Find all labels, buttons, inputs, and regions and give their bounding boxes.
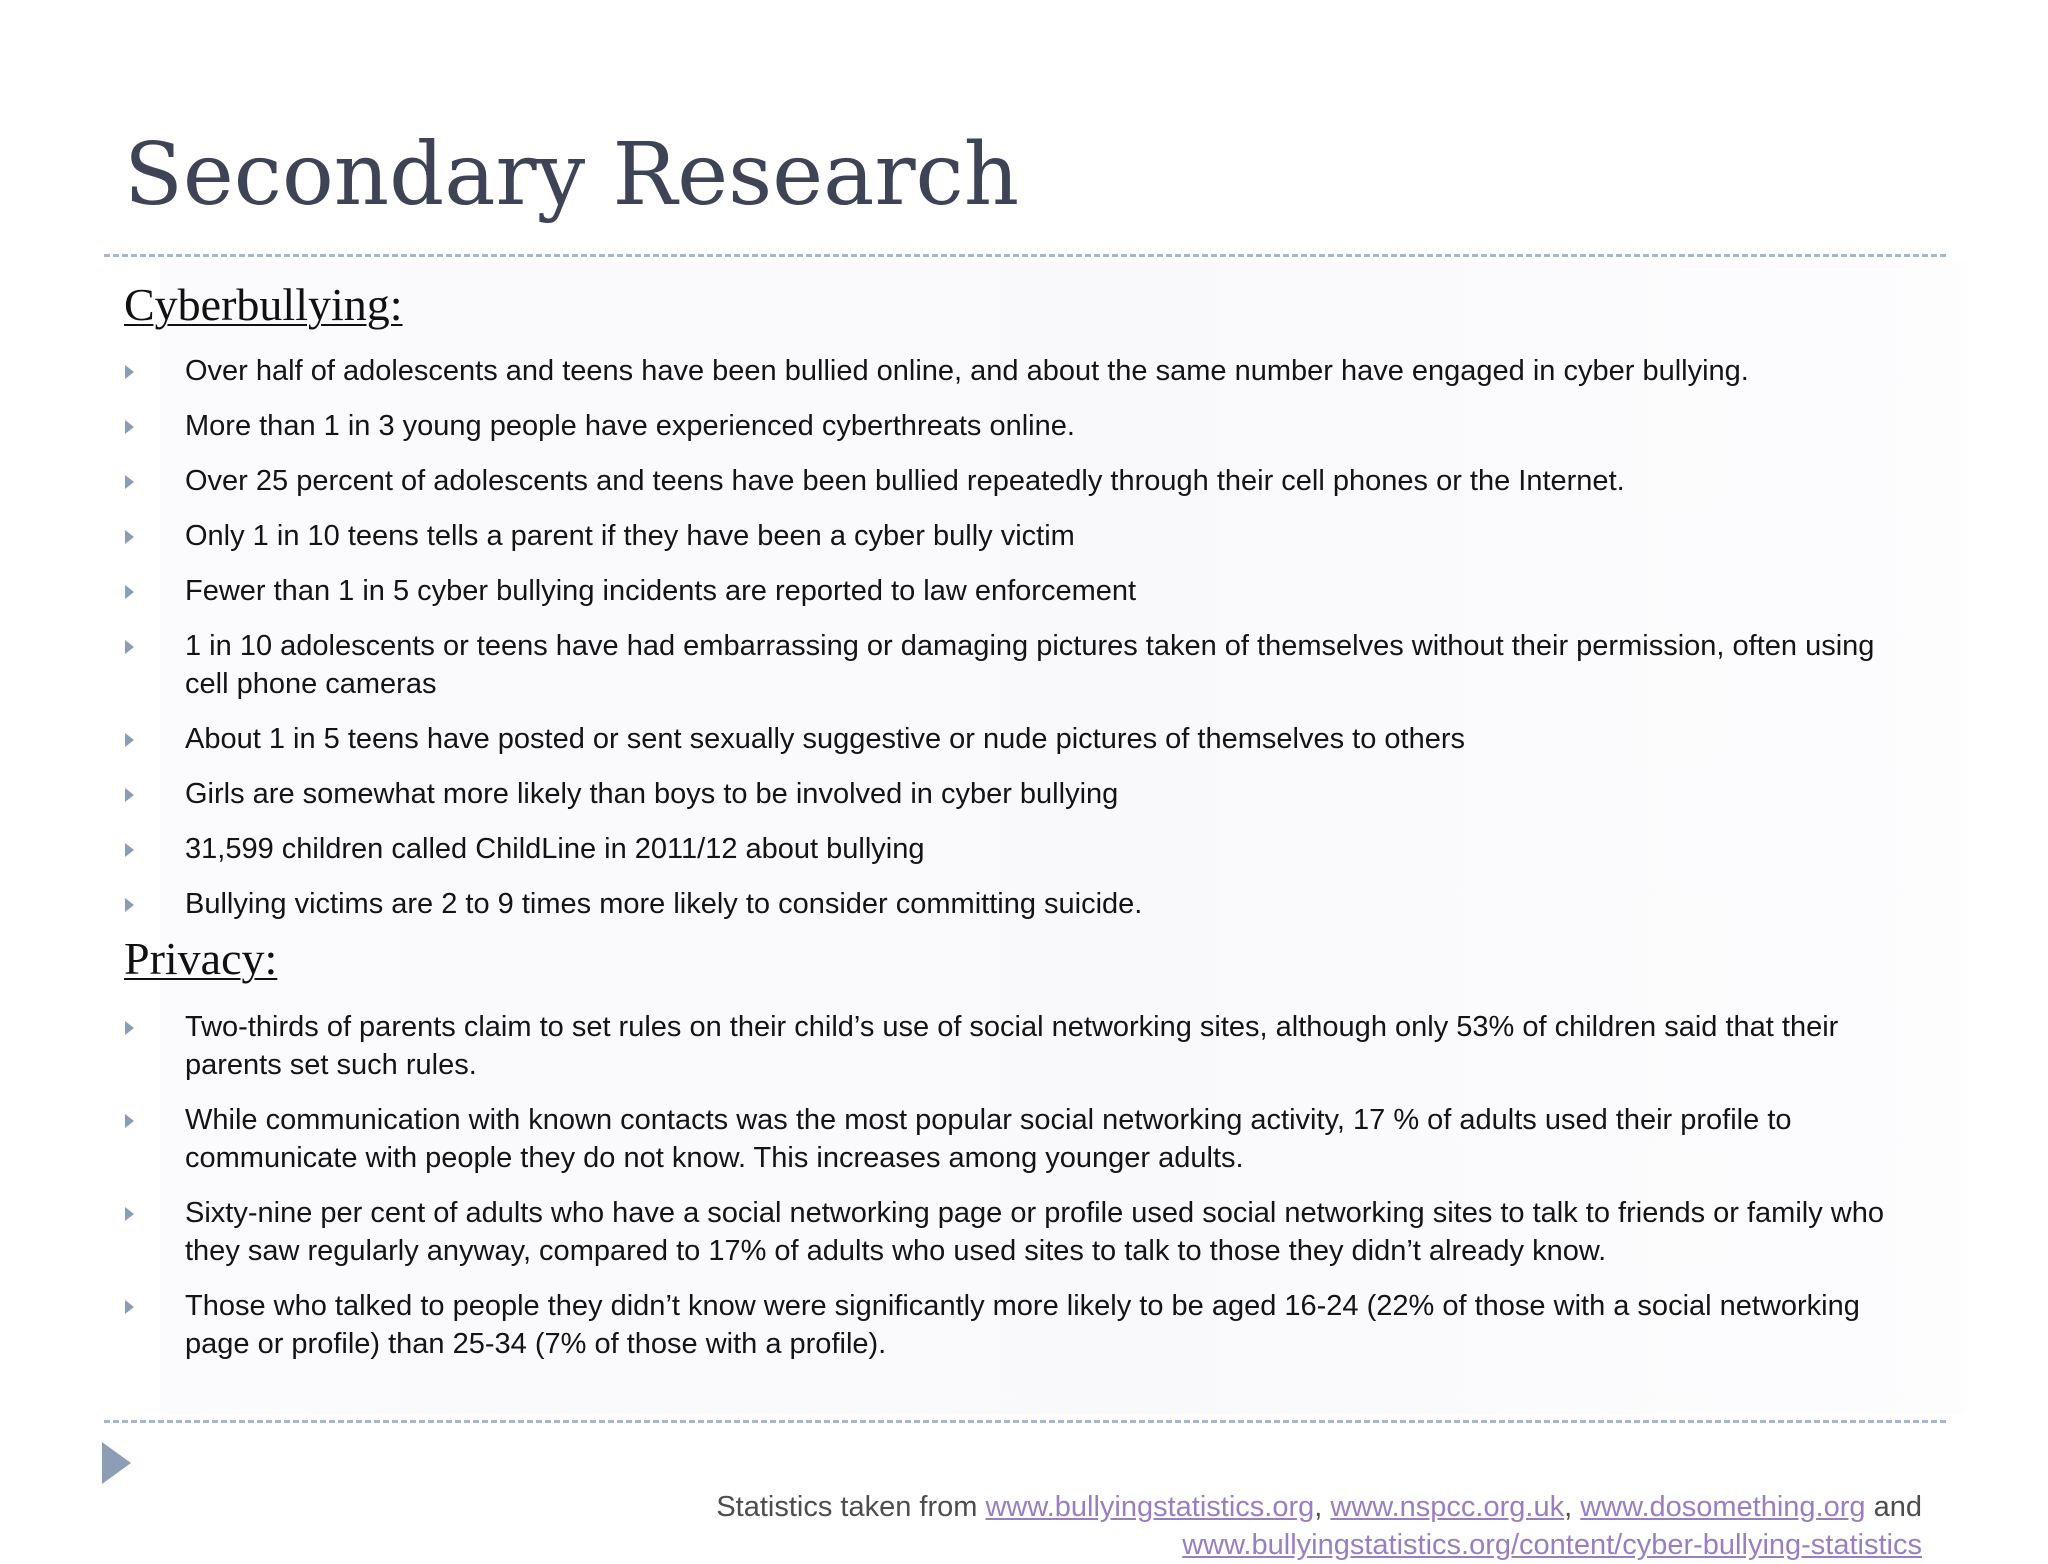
- triangle-bullet-icon: [125, 530, 134, 544]
- cyberbullying-item-text: About 1 in 5 teens have posted or sent sexually suggestive or nude pictures of themselves to others: [185, 723, 1465, 755]
- triangle-bullet-icon: [125, 1021, 134, 1035]
- triangle-bullet-icon: [125, 420, 134, 434]
- privacy-item: [124, 1008, 1924, 1084]
- top-divider: [104, 254, 1946, 257]
- privacy-item-text: While communication with known contacts was the most popular social networking activity, 17 % of adults used their profile to communicate with people they do not know. This increases among younger adults.: [185, 1104, 1792, 1174]
- cyberbullying-item: [124, 572, 1924, 610]
- link-dosomething[interactable]: www.dosomething.org: [1580, 1491, 1866, 1523]
- cyberbullying-item-text: Bullying victims are 2 to 9 times more likely to consider committing suicide.: [185, 888, 1143, 920]
- privacy-item-text: Sixty-nine per cent of adults who have a social networking page or profile used social networking sites to talk to friends or family who they saw regularly anyway, compared to 17% of adults who used sites to talk to those they didn’t already know.: [185, 1197, 1884, 1267]
- cyberbullying-item: [124, 627, 1924, 703]
- cyberbullying-item: [124, 517, 1924, 555]
- cyberbullying-item-text: 31,599 children called ChildLine in 2011/12 about bullying: [185, 833, 925, 865]
- triangle-bullet-icon: [125, 1207, 134, 1221]
- cyberbullying-item: [124, 462, 1924, 500]
- footer-separator: ,: [1314, 1491, 1331, 1523]
- triangle-arrow-icon: [102, 1442, 131, 1484]
- triangle-bullet-icon: [125, 843, 134, 857]
- cyberbullying-item-text: Only 1 in 10 teens tells a parent if they have been a cyber bully victim: [185, 520, 1075, 552]
- cyberbullying-item: [124, 352, 1924, 390]
- cyberbullying-item-text: 1 in 10 adolescents or teens have had embarrassing or damaging pictures taken of themselves without their permission, often using cell phone cameras: [185, 630, 1875, 700]
- triangle-bullet-icon: [125, 365, 134, 379]
- triangle-bullet-icon: [125, 1114, 134, 1128]
- cyberbullying-item-text: Girls are somewhat more likely than boys to be involved in cyber bullying: [185, 778, 1119, 810]
- cyberbullying-item-text: Over half of adolescents and teens have been bullied online, and about the same number have engaged in cyber bullying.: [185, 355, 1749, 387]
- slide-title: Secondary Research: [124, 125, 1020, 225]
- cyberbullying-item: [124, 885, 1924, 923]
- triangle-bullet-icon: [125, 788, 134, 802]
- footer-suffix: and: [1865, 1491, 1922, 1523]
- triangle-bullet-icon: [125, 640, 134, 654]
- privacy-item: [124, 1101, 1924, 1177]
- triangle-bullet-icon: [125, 898, 134, 912]
- triangle-bullet-icon: [125, 1300, 134, 1314]
- footer-prefix: Statistics taken from: [716, 1491, 986, 1523]
- footer-credits: [716, 1488, 1922, 1526]
- link-bullyingstatistics[interactable]: www.bullyingstatistics.org: [985, 1491, 1315, 1523]
- privacy-item: [124, 1287, 1924, 1363]
- bottom-divider: [104, 1420, 1946, 1423]
- cyberbullying-list: [124, 352, 1924, 940]
- cyberbullying-item-text: Over 25 percent of adolescents and teens have been bullied repeatedly through their cell phones or the Internet.: [185, 465, 1625, 497]
- link-nspcc[interactable]: www.nspcc.org.uk: [1330, 1491, 1565, 1523]
- privacy-item-text: Two-thirds of parents claim to set rules on their child’s use of social networking sites, although only 53% of children said that their parents set such rules.: [185, 1011, 1839, 1081]
- cyberbullying-item: [124, 407, 1924, 445]
- cyberbullying-item: [124, 830, 1924, 868]
- triangle-bullet-icon: [125, 733, 134, 747]
- footer-separator: ,: [1564, 1491, 1581, 1523]
- cyberbullying-item: [124, 775, 1924, 813]
- cyberbullying-item: [124, 720, 1924, 758]
- privacy-item-text: Those who talked to people they didn’t know were significantly more likely to be aged 16-24 (22% of those with a social networking page or profile) than 25-34 (7% of those with a profile).: [185, 1290, 1860, 1360]
- triangle-bullet-icon: [125, 475, 134, 489]
- cyberbullying-item-text: More than 1 in 3 young people have experienced cyberthreats online.: [185, 410, 1075, 442]
- cyberbullying-heading: Cyberbullying:: [124, 279, 403, 330]
- privacy-item: [124, 1194, 1924, 1270]
- cyberbullying-item-text: Fewer than 1 in 5 cyber bullying incidents are reported to law enforcement: [185, 575, 1137, 607]
- privacy-heading: Privacy:: [124, 933, 278, 984]
- link-cyber-bullying-statistics[interactable]: www.bullyingstatistics.org/content/cyber-bullying-statistics: [1182, 1529, 1922, 1561]
- privacy-list: [124, 1008, 1924, 1380]
- triangle-bullet-icon: [125, 585, 134, 599]
